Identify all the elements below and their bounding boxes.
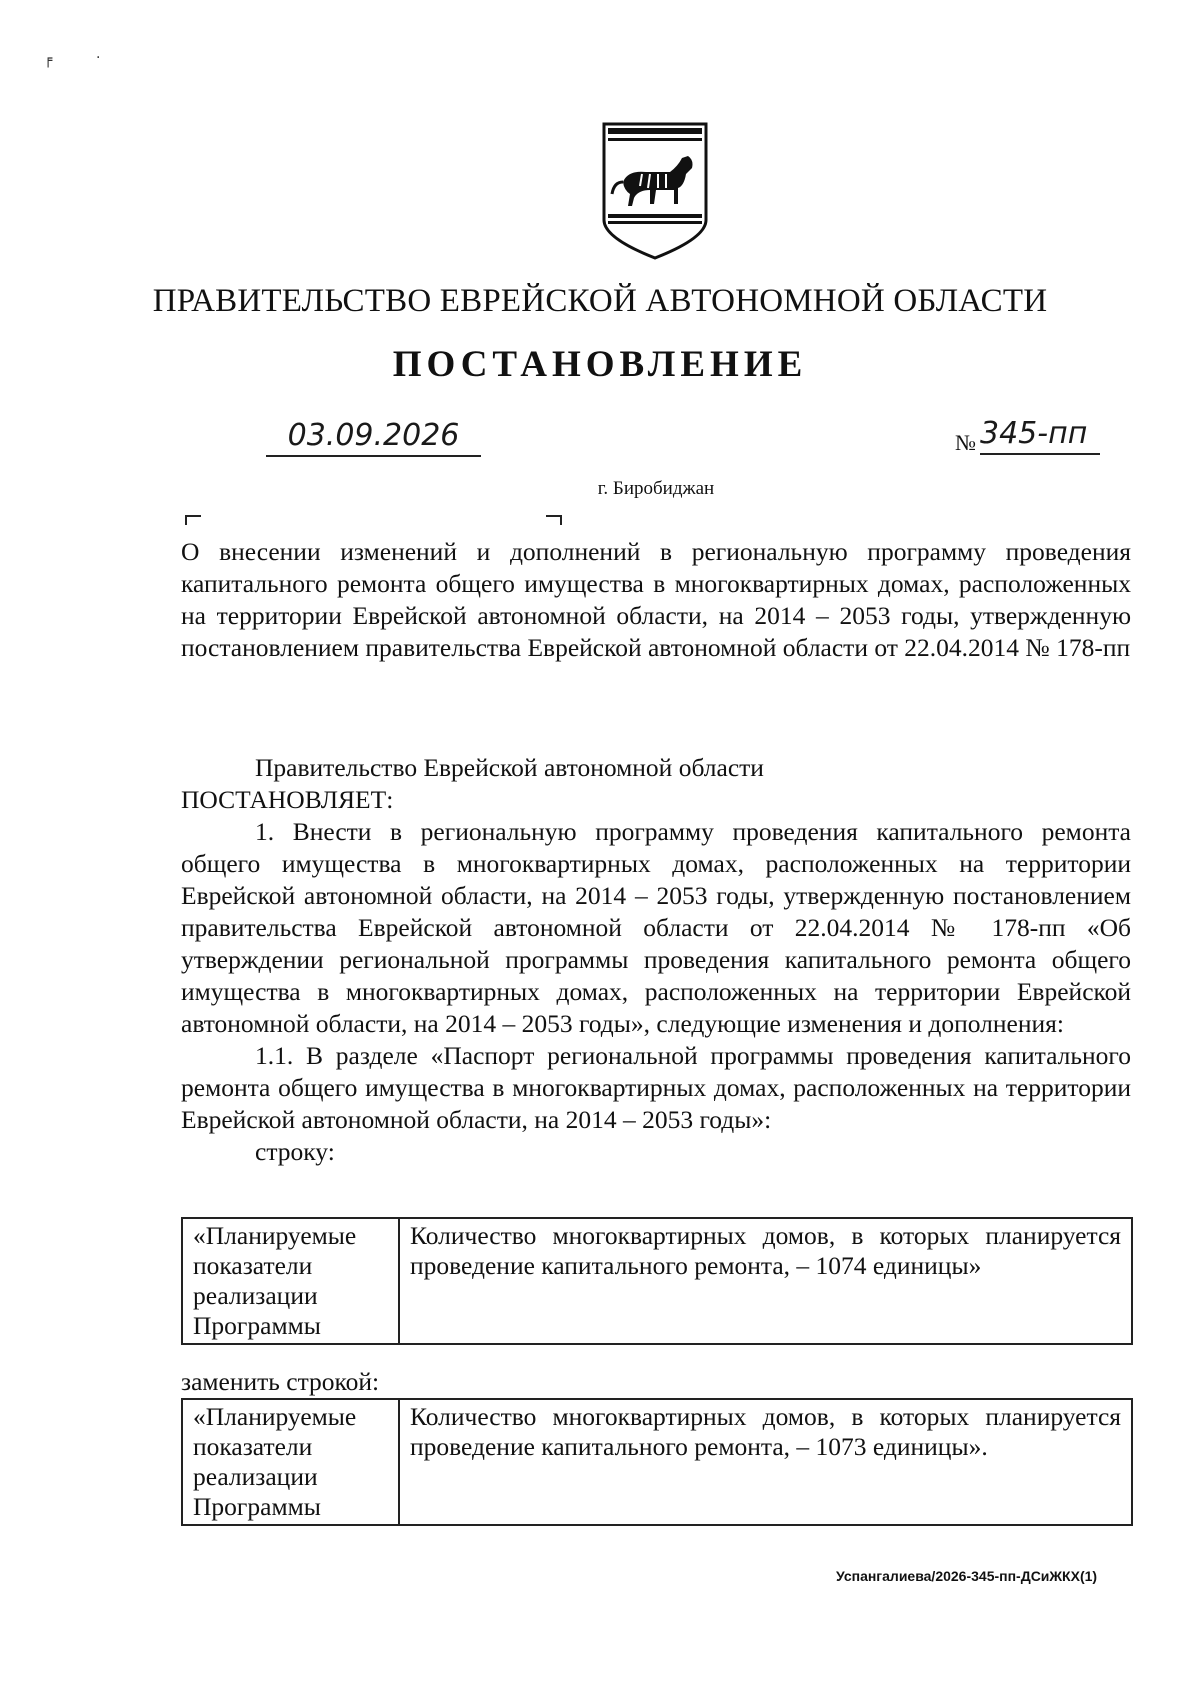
tiger-coat-of-arms-icon	[598, 120, 712, 260]
coat-of-arms	[598, 120, 712, 260]
paragraph-1: 1. Внести в региональную программу проведения капитального ремонта общего имущества в многоквартирных домах, расположенных на территории Еврейской автономной области, на 2014 – 2053 годы, утвержденную постановлением правительства Еврейской автономной области от 22.04.2014 № 178-пп «Об утверждении региональной программы проведения капитального ремонта общего имущества в многоквартирных домах, расположенных на территории Еврейской автономной области, на 2014 – 2053 годы», следующие изменения и дополнения:	[181, 817, 1131, 1038]
footer-reference: Успангалиева/2026-345-пп-ДСиЖКХ(1)	[836, 1568, 1098, 1584]
document-number: 345-пп	[980, 416, 1100, 455]
table-cell-label: «Планируемые показатели реализации Программы	[182, 1399, 399, 1525]
body-decree: ПОСТАНОВЛЯЕТ:	[181, 785, 394, 814]
document-body	[181, 752, 1131, 1168]
document-subject: О внесении изменений и дополнений в региональную программу проведения капитального ремонта общего имущества в многоквартирных домах, расположенных на территории Еврейской автономной области, на 2014 – 2053 годы, утвержденную постановлением правительства Еврейской автономной области от 22.04.2014 № 178-пп	[181, 537, 1131, 662]
table-old-row	[181, 1217, 1133, 1345]
document-date: 03.09.2026	[266, 418, 481, 457]
city: г. Биробиджан	[597, 478, 715, 499]
bracket-left	[185, 515, 201, 525]
document-type: ПОСТАНОВЛЕНИЕ	[392, 344, 808, 385]
label-row: строку:	[255, 1137, 335, 1166]
bracket-right	[546, 515, 562, 525]
table-new-row	[181, 1398, 1133, 1526]
number-sign: №	[955, 430, 976, 455]
table-cell-value: Количество многоквартирных домов, в которых планируется проведение капитального ремонта, – 1074 единицы»	[399, 1218, 1132, 1344]
table-cell-value: Количество многоквартирных домов, в которых планируется проведение капитального ремонта, – 1073 единицы».	[399, 1399, 1132, 1525]
scan-mark: ╒	[44, 52, 53, 68]
table-row	[182, 1218, 1132, 1344]
scan-mark: ·	[96, 50, 101, 66]
paragraph-1-1: 1.1. В разделе «Паспорт региональной программы проведения капитального ремонта общего имущества в многоквартирных домах, расположенных на территории Еврейской автономной области, на 2014 – 2053 годы»:	[181, 1041, 1131, 1134]
table-cell-label: «Планируемые показатели реализации Программы	[182, 1218, 399, 1344]
body-intro: Правительство Еврейской автономной области	[255, 753, 764, 782]
label-replace: заменить строкой:	[181, 1367, 380, 1396]
government-title: ПРАВИТЕЛЬСТВО ЕВРЕЙСКОЙ АВТОНОМНОЙ ОБЛАСТИ	[152, 283, 1048, 319]
table-row	[182, 1399, 1132, 1525]
